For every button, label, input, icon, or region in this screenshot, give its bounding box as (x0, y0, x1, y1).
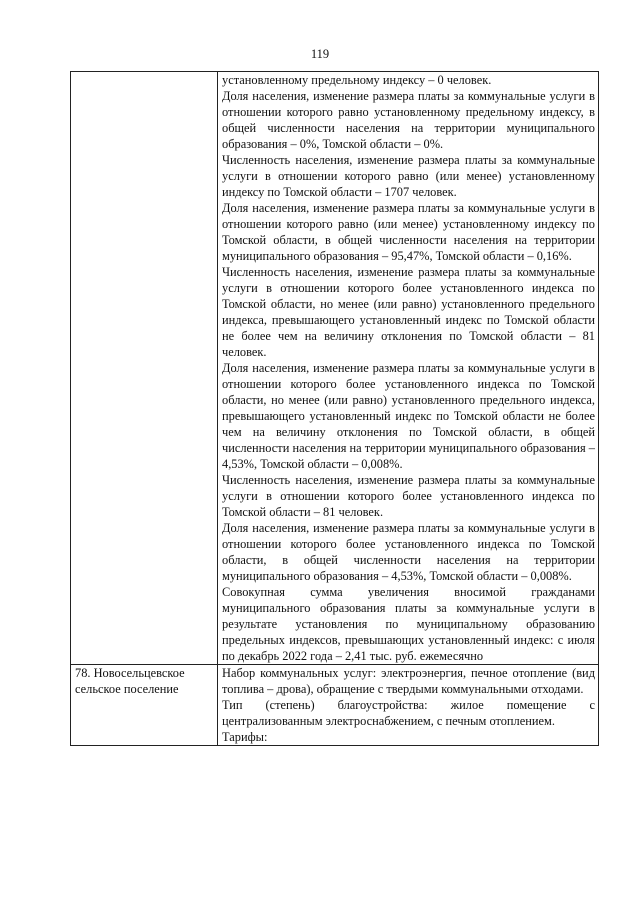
settlement-cell (71, 665, 218, 746)
paragraph: Численность населения, изменение размера платы за коммунальные услуги в отношении которого более установленного индекса по Томской области, но менее (или равно) установленного предельного индекса, превышающего установленный индекс по Томской области не более чем на величину отклонения по Томской области – 81 человек. (222, 265, 595, 359)
settlement-name: 78. Новосельцевское сельское поселение (75, 666, 185, 696)
paragraph: Тарифы: (222, 730, 268, 744)
paragraph: Доля населения, изменение размера платы за коммунальные услуги в отношении которого более установленного индекса по Томской области, в общей численности населения на территории муниципального образования – 4,53%, Томской области – 0,008%. (222, 521, 595, 583)
settlement-cell (71, 72, 218, 665)
paragraph: Набор коммунальных услуг: электроэнергия, печное отопление (вид топлива – дрова), обращение с твердыми коммунальными отходами. (222, 666, 595, 696)
paragraph: Доля населения, изменение размера платы за коммунальные услуги в отношении которого равно установленному предельному индексу, в общей численности населения на территории муниципального образования – 0%, Томской области – 0%. (222, 89, 595, 151)
paragraph: Совокупная сумма увеличения вносимой гражданами муниципального образования платы за коммунальные услуги в результате установления по муниципальному образованию предельных индексов, превышающих установленный индекс: с июля по декабрь 2022 года – 2,41 тыс. руб. ежемесячно (222, 585, 595, 663)
settlements-table (70, 71, 599, 746)
paragraph: Тип (степень) благоустройства: жилое помещение с централизованным электроснабжением, с печным отоплением. (222, 698, 595, 728)
description-cell (218, 72, 599, 665)
description-cell (218, 665, 599, 746)
paragraph: Численность населения, изменение размера платы за коммунальные услуги в отношении которого более установленного индекса по Томской области – 81 человек. (222, 473, 595, 519)
paragraph: установленному предельному индексу – 0 человек. (222, 73, 492, 87)
page-number: 119 (310, 47, 330, 61)
table-row-continuation (71, 72, 599, 665)
table-row-78 (71, 665, 599, 746)
paragraph: Численность населения, изменение размера платы за коммунальные услуги в отношении которого равно (или менее) установленному индексу по Томской области – 1707 человек. (222, 153, 595, 199)
paragraph: Доля населения, изменение размера платы за коммунальные услуги в отношении которого более установленного индекса по Томской области, но менее (или равно) установленного предельного индекса, превышающего установленный индекс по Томской области не более чем на величину отклонения по Томской области, в общей численности населения на территории муниципального образования – 4,53%, Томской области – 0,008%. (222, 361, 595, 471)
paragraph: Доля населения, изменение размера платы за коммунальные услуги в отношении которого равно (или менее) установленному индексу по Томской области, в общей численности населения на территории муниципального образования – 95,47%, Томской области – 0,16%. (222, 201, 595, 263)
